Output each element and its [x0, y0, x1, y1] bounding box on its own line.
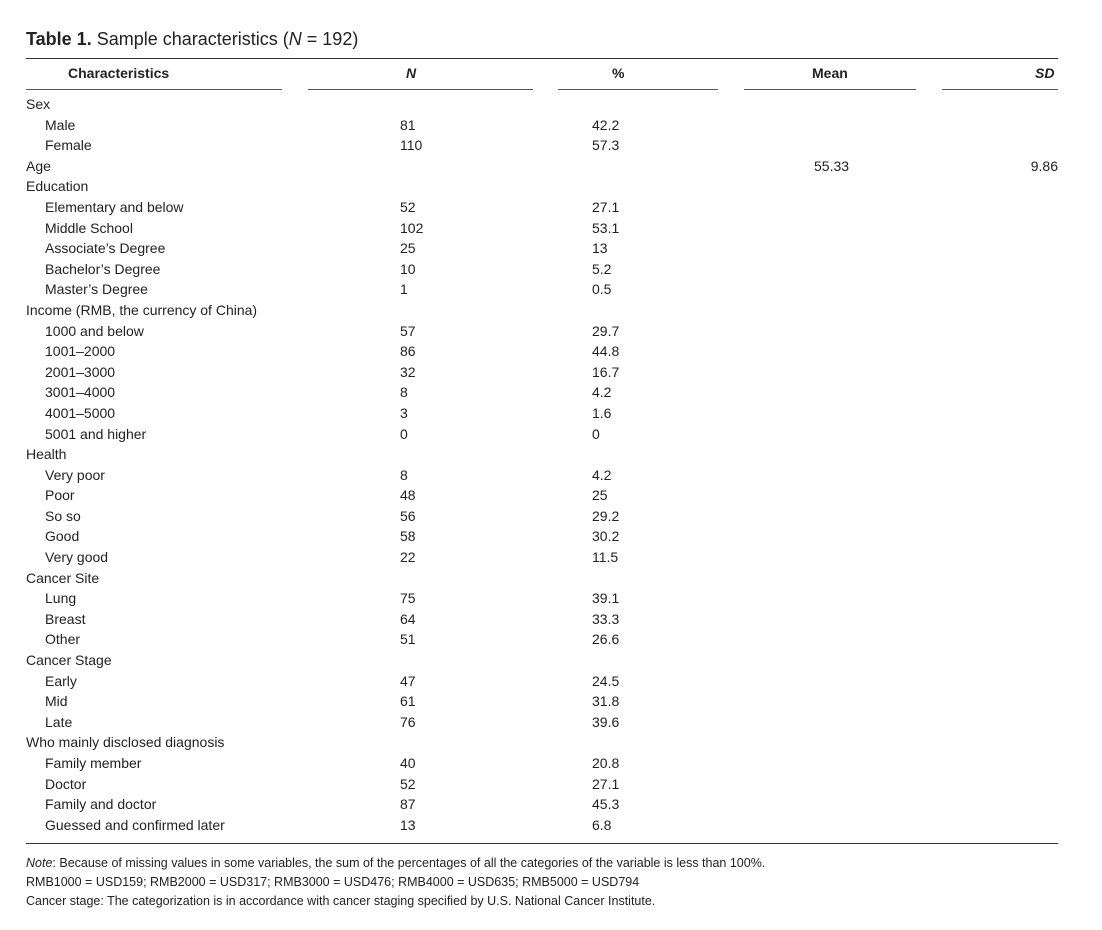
- row-label: Late: [45, 713, 73, 730]
- row-label: Health: [26, 446, 67, 463]
- row-percent: 44.8: [592, 343, 620, 360]
- row-label: Good: [45, 528, 80, 545]
- table-notes: [26, 854, 765, 911]
- row-n: 25: [400, 240, 416, 257]
- row-label: Guessed and confirmed later: [45, 816, 225, 833]
- table-row: [0, 794, 1102, 815]
- row-n: 47: [400, 672, 416, 689]
- table-row-category: [0, 94, 1102, 115]
- table-row: [0, 218, 1102, 239]
- table-row: [0, 753, 1102, 774]
- row-label: 3001–4000: [45, 384, 116, 401]
- row-percent: 57.3: [592, 137, 620, 154]
- header-sd: SD: [1035, 65, 1055, 81]
- row-percent: 20.8: [592, 755, 620, 771]
- table-row-category: [0, 568, 1102, 589]
- row-n: 52: [400, 775, 416, 792]
- row-label: 4001–5000: [45, 404, 116, 421]
- table-row: [0, 341, 1102, 362]
- title-n-symbol: N: [288, 29, 302, 49]
- row-percent: 27.1: [592, 198, 620, 215]
- table-row: [0, 609, 1102, 630]
- row-n: 58: [400, 528, 416, 545]
- row-label: Female: [45, 137, 92, 154]
- row-label: Sex: [26, 96, 51, 112]
- row-n: 48: [400, 487, 416, 504]
- row-label: Associate’s Degree: [45, 240, 166, 257]
- row-percent: 4.2: [592, 384, 612, 401]
- table-row: [0, 547, 1102, 568]
- title-text-after: = 192): [301, 29, 359, 49]
- table-row-category: [0, 176, 1102, 197]
- header-percent: %: [612, 65, 625, 81]
- table-bottom-rule: [26, 843, 1058, 844]
- row-label: 2001–3000: [45, 363, 116, 380]
- row-n: 8: [400, 466, 408, 483]
- row-label: Breast: [45, 610, 86, 627]
- table-body: [0, 94, 1102, 835]
- row-label: Poor: [45, 487, 75, 504]
- row-percent: 31.8: [592, 693, 620, 710]
- row-percent: 1.6: [592, 404, 612, 421]
- table-row: [0, 629, 1102, 650]
- row-percent: 6.8: [592, 816, 612, 833]
- row-n: 64: [400, 610, 416, 627]
- row-percent: 25: [592, 487, 608, 504]
- table-row: [0, 403, 1102, 424]
- row-n: 61: [400, 693, 416, 710]
- row-label: 5001 and higher: [45, 425, 147, 442]
- table-row: [0, 465, 1102, 486]
- row-n: 57: [400, 322, 416, 339]
- table-row-category: [0, 650, 1102, 671]
- row-percent: 33.3: [592, 610, 620, 627]
- table-row: [0, 712, 1102, 733]
- row-n: 110: [400, 137, 423, 154]
- row-percent: 11.5: [592, 549, 619, 566]
- row-n: 32: [400, 363, 416, 380]
- row-sd: 9.86: [1030, 157, 1058, 174]
- table-row: [0, 238, 1102, 259]
- table-row: [0, 815, 1102, 836]
- row-n: 3: [400, 404, 408, 421]
- row-n: 51: [400, 631, 416, 648]
- row-mean: 55.33: [814, 157, 850, 174]
- row-percent: 16.7: [592, 363, 620, 380]
- header-n: N: [406, 65, 417, 81]
- table-row: [0, 115, 1102, 136]
- row-percent: 42.2: [592, 116, 620, 133]
- row-label: Male: [45, 116, 76, 133]
- row-percent: 29.7: [592, 322, 620, 339]
- row-n: 52: [400, 198, 416, 215]
- row-label: Very good: [45, 549, 109, 566]
- table-row: [0, 279, 1102, 300]
- table-title-label: Table 1.: [26, 29, 92, 49]
- header-mean: Mean: [812, 65, 848, 81]
- row-label: Who mainly disclosed diagnosis: [26, 734, 225, 751]
- row-label: Lung: [45, 590, 77, 607]
- header-rule-characteristics: [26, 89, 282, 90]
- row-label: Family member: [45, 755, 142, 771]
- header-characteristics: Characteristics: [68, 65, 170, 81]
- row-label: Early: [45, 672, 77, 689]
- row-label: Master’s Degree: [45, 281, 148, 298]
- row-label: Elementary and below: [45, 198, 184, 215]
- table-title: [26, 28, 358, 50]
- table-row-category: [0, 444, 1102, 465]
- row-percent: 27.1: [592, 775, 620, 792]
- table-row: [0, 362, 1102, 383]
- row-label: Cancer Stage: [26, 652, 112, 669]
- row-label: Middle School: [45, 219, 133, 236]
- row-label: Education: [26, 178, 89, 195]
- row-n: 0: [400, 425, 408, 442]
- row-label: 1001–2000: [45, 343, 116, 360]
- table-row: [0, 424, 1102, 445]
- table-row: [0, 382, 1102, 403]
- row-percent: 13: [592, 240, 608, 257]
- row-n: 8: [400, 384, 408, 401]
- row-n: 87: [400, 796, 416, 813]
- table-row: [0, 321, 1102, 342]
- note-cancer-stage: Cancer stage: The categorization is in accordance with cancer staging specified by U.S. National Cancer Institute.: [26, 894, 656, 908]
- table-top-rule: [26, 58, 1058, 59]
- row-percent: 0.5: [592, 281, 612, 298]
- row-percent: 39.6: [592, 713, 620, 730]
- note-currency: RMB1000 = USD159; RMB2000 = USD317; RMB3000 = USD476; RMB4000 = USD635; RMB5000 = USD794: [26, 875, 640, 889]
- row-label: Doctor: [45, 775, 87, 792]
- table-row: [0, 671, 1102, 692]
- row-percent: 4.2: [592, 466, 612, 483]
- note-label: Note: [26, 856, 53, 870]
- note-missing-values: [26, 854, 765, 873]
- title-text-before: Sample characteristics (: [96, 29, 289, 49]
- row-label: Income (RMB, the currency of China): [26, 301, 258, 318]
- row-percent: 5.2: [592, 260, 612, 277]
- row-label: Age: [26, 157, 51, 174]
- table-row-category: [0, 156, 1102, 177]
- row-n: 22: [400, 549, 416, 566]
- row-label: So so: [45, 507, 81, 524]
- table-title-text: [97, 29, 359, 49]
- row-n: 75: [400, 590, 416, 607]
- row-n: 56: [400, 507, 416, 524]
- table-row: [0, 691, 1102, 712]
- table-row-category: [0, 300, 1102, 321]
- table-row: [0, 774, 1102, 795]
- header-rule-sd: [942, 89, 1058, 90]
- table-row: [0, 135, 1102, 156]
- table-row: [0, 259, 1102, 280]
- row-percent: 53.1: [592, 219, 620, 236]
- row-percent: 0: [592, 425, 600, 442]
- row-label: Cancer Site: [26, 569, 100, 586]
- row-label: Family and doctor: [45, 796, 157, 813]
- table-row: [0, 526, 1102, 547]
- row-label: Bachelor’s Degree: [45, 260, 161, 277]
- header-rule-n: [308, 89, 533, 90]
- table-row: [0, 506, 1102, 527]
- header-rule-percent: [558, 89, 718, 90]
- row-label: Other: [45, 631, 81, 648]
- row-n: 102: [400, 219, 424, 236]
- row-label: 1000 and below: [45, 322, 144, 339]
- row-percent: 30.2: [592, 528, 620, 545]
- header-rule-mean: [744, 89, 916, 90]
- row-n: 86: [400, 343, 416, 360]
- row-n: 1: [400, 281, 408, 298]
- row-n: 76: [400, 713, 416, 730]
- row-percent: 26.6: [592, 631, 620, 648]
- table-row: [0, 485, 1102, 506]
- row-n: 10: [400, 260, 416, 277]
- row-n: 81: [400, 116, 416, 133]
- row-n: 13: [400, 816, 416, 833]
- row-label: Mid: [45, 693, 68, 710]
- row-percent: 29.2: [592, 507, 620, 524]
- table-row: [0, 197, 1102, 218]
- note-text: : Because of missing values in some variables, the sum of the percentages of all the categories of the variable is less than 100%.: [52, 856, 766, 870]
- row-percent: 39.1: [592, 590, 620, 607]
- table-row: [0, 588, 1102, 609]
- table-row-category: [0, 732, 1102, 753]
- row-label: Very poor: [45, 466, 105, 483]
- row-percent: 45.3: [592, 796, 620, 813]
- row-percent: 24.5: [592, 672, 620, 689]
- row-n: 40: [400, 755, 416, 771]
